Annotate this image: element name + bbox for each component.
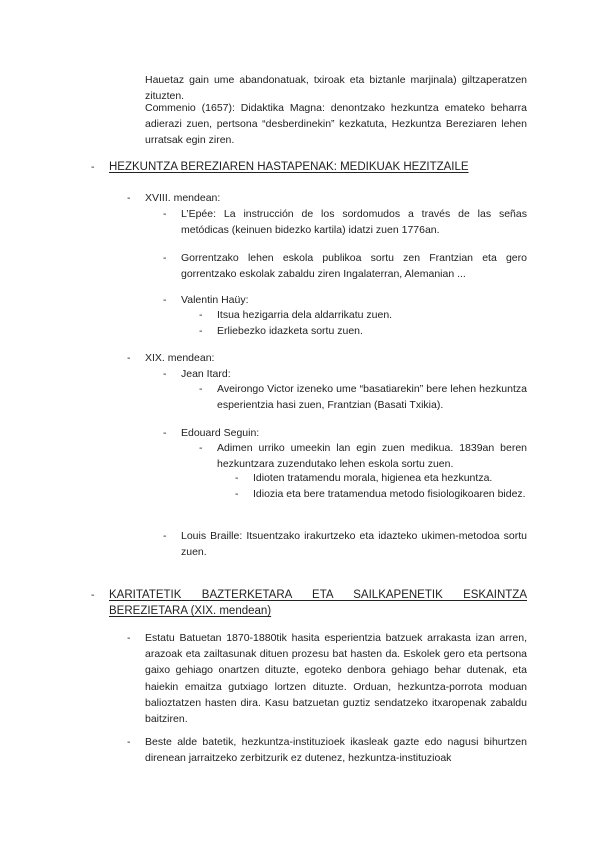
intro-paragraph-2: Commenio (1657): Didaktika Magna: denontzako hezkuntza emateko beharra adierazi zuen, pertsona “desberdinekin” kezkatuta, Hezkuntza Bereziaren lehen urratsak egin ziren. xyxy=(145,102,527,147)
hauy-item-2: Erliebezko idazketa sortu zuen. xyxy=(217,325,363,337)
seguin-item-1: Idioten tratamendu morala, higienea eta hezkuntza. xyxy=(253,472,493,484)
itard-label: Jean Itard: xyxy=(181,368,231,380)
section2-heading: KARITATETIK BAZTERKETARA ETA SAILKAPENETIK ESKAINTZA BEREZIETARA (XIX. mendean) xyxy=(109,589,527,617)
gorrentzako-text: Gorrentzako lehen eskola publikoa sortu zen Frantzian eta gero gorrentzako eskolak zabaldu ziren Ingalaterran, Alemanian ... xyxy=(181,252,527,281)
hauy-item-1-bullet: - xyxy=(199,309,203,321)
lepee-text: L’Epée: La instrucción de los sordomudos a través de las señas metódicas (keinuen bidezko kartila) idatzi zuen 1776an. xyxy=(181,208,527,237)
seguin-text: Adimen urriko umeekin lan egin zuen medikua. 1839an beren hezkuntzara zuzendutako lehen eskola sortu zuen. xyxy=(217,442,527,471)
seguin-item-1-bullet: - xyxy=(235,472,239,484)
xix-label: XIX. mendean: xyxy=(145,352,215,364)
section1-heading: HEZKUNTZA BEREZIAREN HASTAPENAK: MEDIKUAK HEZITZAILE xyxy=(109,161,469,173)
hauy-label: Valentin Haüy: xyxy=(181,294,249,306)
section2-paragraph-2: Beste alde batetik, hezkuntza-instituzioek ikasleak gazte edo nagusi bihurtzen direnean jarraitzeko zerbitzurik ez dutenez, hezkuntza-instituzioak xyxy=(145,736,527,765)
hauy-item-1: Itsua hezigarria dela aldarrikatu zuen. xyxy=(217,309,393,321)
braille-text: Louis Braille: Itsuentzako irakurtzeko eta idazteko ukimen-metodoa sortu zuen. xyxy=(181,530,527,559)
section2-para1-bullet: - xyxy=(127,632,131,644)
itard-bullet: - xyxy=(163,368,167,380)
section2-bullet: - xyxy=(91,589,95,601)
gorrentzako-bullet: - xyxy=(163,252,167,264)
braille-bullet: - xyxy=(163,530,167,542)
section2-para2-bullet: - xyxy=(127,736,131,748)
section2-paragraph-1: Estatu Batuetan 1870-1880tik hasita esperientzia batzuek arrakasta izan arren, arazoak eta zailtasunak dituen prozesu bat hasten da. Eskolek gero eta pertsona gaixo gehiago onartzen dituzte, egoteko denbora gehiago behar dutenak, eta haiekin emaitza gutxiago lortzen dituzte. Orduan, hezkuntza-porrota moduan balioztatzen hasten dira. Kasu batzuetan guztiz sendatzeko itxaropenak zabaldu baitziren. xyxy=(145,632,527,726)
seguin-text-bullet: - xyxy=(199,442,203,454)
xviii-bullet: - xyxy=(127,192,131,204)
lepee-bullet: - xyxy=(163,208,167,220)
seguin-item-2-bullet: - xyxy=(235,488,239,500)
section1-bullet: - xyxy=(91,161,95,173)
hauy-item-2-bullet: - xyxy=(199,325,203,337)
itard-text: Aveirongo Victor izeneko ume “basatiarekin” bere lehen hezkuntza esperientzia hasi zuen, Frantzian (Basati Txikia). xyxy=(217,383,527,412)
xviii-label: XVIII. mendean: xyxy=(145,192,221,204)
intro-paragraph-1: Hauetaz gain ume abandonatuak, txiroak eta biztanle marjinala) giltzaperatzen zituzten. xyxy=(145,74,527,103)
itard-text-bullet: - xyxy=(199,383,203,395)
seguin-bullet: - xyxy=(163,427,167,439)
hauy-bullet: - xyxy=(163,294,167,306)
seguin-label: Edouard Seguin: xyxy=(181,427,260,439)
xix-bullet: - xyxy=(127,352,131,364)
seguin-item-2: Idiozia eta bere tratamendua metodo fisiologikoaren bidez. xyxy=(253,488,526,500)
